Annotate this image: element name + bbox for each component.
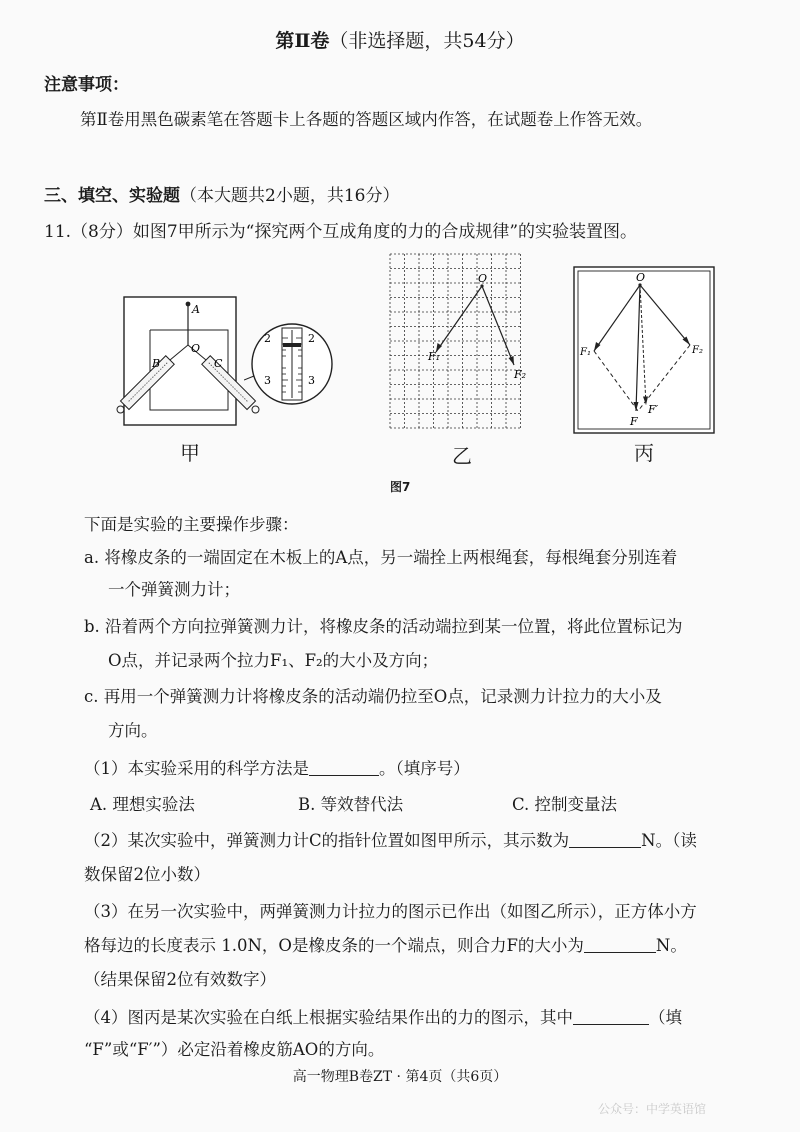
point-C-label: C <box>214 357 223 370</box>
bing-label-F: F <box>630 415 638 428</box>
subq-2-answer-blank[interactable] <box>569 831 641 849</box>
scale-tick-2-left: 2 <box>264 332 271 345</box>
subq-1-note: 。（填序号） <box>379 759 470 778</box>
figure-jia-scale-zoom <box>244 318 336 410</box>
subq-4-note: （填 <box>649 1008 682 1027</box>
step-b-line1: b. 沿着两个方向拉弹簧测力计，将橡皮条的活动端拉到某一位置，将此位置标记为 <box>84 617 683 636</box>
section-heading-note: （本大题共2小题，共16分） <box>180 186 400 206</box>
panel-label-jia: 甲 <box>180 441 200 465</box>
watermark: 公众号：中学英语馆 <box>598 1102 707 1116</box>
subq-1-answer-blank[interactable] <box>309 759 379 777</box>
subq-2-line2: 数保留2位小数） <box>84 865 210 884</box>
section-title-main: 第Ⅱ卷 <box>275 30 330 52</box>
subq-2-text: （2）某次实验中，弹簧测力计C的指针位置如图甲所示，其示数为 <box>84 831 570 850</box>
bing-label-F2: F₂ <box>692 345 703 356</box>
figure-bing-force-diagram <box>570 265 718 435</box>
subq-4-line2: “F”或“F′”）必定沿着橡皮筋AO的方向。 <box>84 1040 385 1059</box>
subq-3-unit: N。 <box>655 936 687 955</box>
subq-4-text: （4）图丙是某次实验在白纸上根据实验结果作出的力的图示，其中 <box>84 1008 573 1027</box>
scale-tick-3-left: 3 <box>264 374 271 387</box>
panel-label-yi: 乙 <box>452 444 472 468</box>
section-title <box>0 26 800 53</box>
subq-3-answer-blank[interactable] <box>584 936 656 954</box>
step-a-line1: a. 将橡皮条的一端固定在木板上的A点，另一端拴上两根绳套，每根绳套分别连着 <box>84 548 678 567</box>
section-heading <box>44 181 399 206</box>
point-B-label: B <box>152 357 161 370</box>
figure-caption: 图7 <box>390 480 411 494</box>
subq-1 <box>84 755 470 779</box>
subq-1-text: （1）本实验采用的科学方法是 <box>84 759 309 778</box>
scale-tick-2-right: 2 <box>308 332 315 345</box>
figure-yi-grid-diagram <box>388 252 530 434</box>
page-footer: 高一物理B卷ZT · 第4页（共6页） <box>292 1069 508 1085</box>
option-b: B. 等效替代法 <box>298 795 404 814</box>
option-c: C. 控制变量法 <box>512 795 618 814</box>
yi-label-F1: F₁ <box>428 350 441 363</box>
subq-3-line2 <box>84 932 687 956</box>
yi-point-O: O <box>478 272 488 285</box>
subq-4-answer-blank[interactable] <box>573 1008 649 1026</box>
section-heading-label: 三、填空、实验题 <box>44 186 180 206</box>
point-A-label: A <box>192 303 200 316</box>
step-b-line2: O点，并记录两个拉力F₁、F₂的大小及方向； <box>108 651 439 670</box>
notice-heading: 注意事项： <box>44 75 129 95</box>
point-O-label: O <box>191 342 201 355</box>
subq-3-line3: （结果保留2位有效数字） <box>84 970 276 989</box>
bing-point-O: O <box>636 271 646 284</box>
option-a: A. 理想实验法 <box>90 795 195 814</box>
subq-4-line1 <box>84 1004 682 1028</box>
subq-2 <box>84 827 697 851</box>
bing-label-F-prime: F′ <box>648 403 659 416</box>
steps-intro: 下面是实验的主要操作步骤： <box>84 515 299 534</box>
step-a-line2: 一个弹簧测力计； <box>108 580 240 599</box>
subq-2-unit: N。（读 <box>641 831 697 850</box>
section-title-note: （非选择题，共54分） <box>329 30 525 52</box>
step-c-line2: 方向。 <box>108 721 158 740</box>
subq-3-text: 格每边的长度表示 1.0N，O是橡皮条的一个端点，则合力F的大小为 <box>84 936 584 955</box>
question-stem: 11.（8分）如图7甲所示为“探究两个互成角度的力的合成规律”的实验装置图。 <box>44 222 638 242</box>
step-c-line1: c. 再用一个弹簧测力计将橡皮条的活动端仍拉至O点，记录测力计拉力的大小及 <box>84 687 662 706</box>
notice-body: 第Ⅱ卷用黑色碳素笔在答题卡上各题的答题区域内作答，在试题卷上作答无效。 <box>80 110 653 129</box>
bing-label-F1: F₁ <box>580 347 591 358</box>
yi-label-F2: F₂ <box>514 368 527 381</box>
scale-tick-3-right: 3 <box>308 374 315 387</box>
subq-3-line1: （3）在另一次实验中，两弹簧测力计拉力的图示已作出（如图乙所示），正方体小方 <box>84 902 697 921</box>
panel-label-bing: 丙 <box>634 441 654 465</box>
